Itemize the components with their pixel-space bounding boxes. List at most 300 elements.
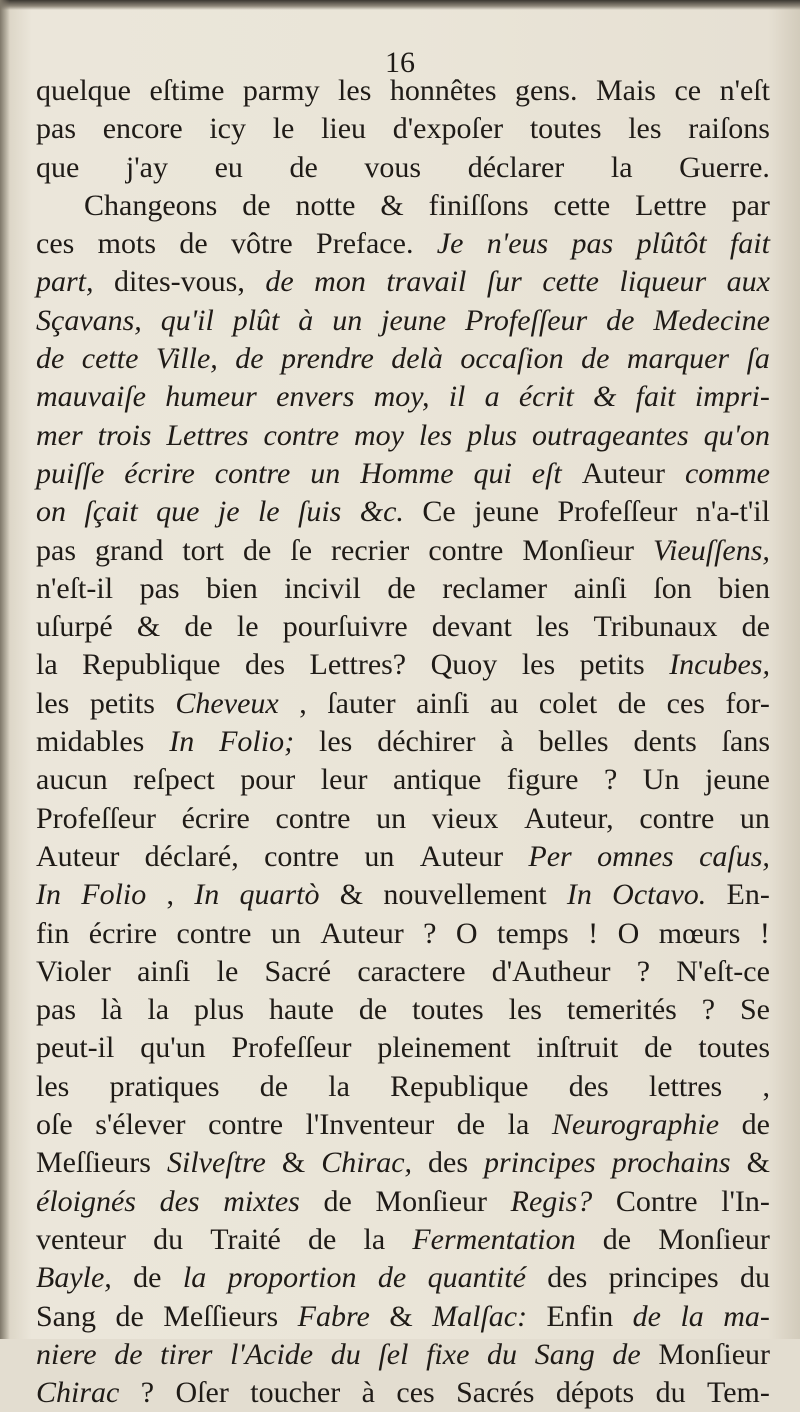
- word: lettres: [648, 1069, 723, 1103]
- word: Monſieur: [375, 1184, 488, 1218]
- word: le: [216, 954, 239, 988]
- word: du: [330, 1337, 361, 1371]
- word: le: [272, 112, 295, 146]
- text-line: [36, 953, 770, 991]
- word: Ville,: [155, 342, 218, 376]
- word: du: [655, 1376, 686, 1410]
- word: lieu: [321, 112, 367, 146]
- word: fin: [36, 916, 70, 950]
- text-line: [36, 1374, 770, 1412]
- text-line: [36, 149, 770, 187]
- word: Bayle,: [36, 1261, 112, 1295]
- word: &: [380, 188, 404, 222]
- word: Changeons: [84, 188, 218, 222]
- word: de: [632, 1299, 661, 1333]
- text-line: [36, 1183, 770, 1221]
- word: gens.: [514, 74, 578, 107]
- word: jeune: [381, 303, 447, 337]
- word: &: [281, 1146, 306, 1180]
- word: écrire: [124, 456, 195, 490]
- word: contre: [264, 839, 340, 873]
- word: &: [389, 1299, 413, 1333]
- word: Fermentation: [412, 1222, 576, 1256]
- word: a: [484, 380, 500, 414]
- word: à: [361, 1376, 375, 1410]
- word: de: [358, 993, 388, 1027]
- word: Chirac,: [321, 1146, 413, 1180]
- word: la: [328, 1069, 350, 1103]
- word: ſauter: [327, 686, 396, 720]
- word: Silveſtre: [166, 1146, 266, 1180]
- word: for-: [725, 686, 770, 720]
- word: écrire: [181, 801, 250, 835]
- word: contre: [176, 916, 252, 950]
- word: part,: [36, 265, 94, 299]
- word: de: [133, 1261, 162, 1295]
- word: marquer: [626, 342, 730, 376]
- word: Regis?: [510, 1184, 593, 1218]
- word: pratiques: [109, 1069, 220, 1103]
- word: Je: [436, 227, 464, 261]
- word: Monſieur: [658, 1337, 770, 1371]
- word: dents: [633, 725, 697, 759]
- word: toutes: [412, 993, 484, 1027]
- word: les: [521, 648, 556, 682]
- word: liqueur: [619, 265, 707, 299]
- word: ainſi: [137, 954, 191, 988]
- word: de: [617, 686, 647, 720]
- word: de: [289, 150, 318, 184]
- word: Meſſieurs: [163, 1299, 279, 1333]
- word: uſurpé: [36, 610, 113, 644]
- word: Profeſſeur: [464, 303, 588, 337]
- word: nouvellement: [383, 878, 547, 912]
- word: N'eſt-ce: [676, 954, 770, 988]
- word: d'Autheur: [491, 954, 611, 988]
- word: mauvaiſe: [36, 380, 146, 414]
- word: au: [490, 686, 519, 720]
- word: moy: [353, 418, 404, 452]
- word: Tribunaux: [593, 610, 718, 644]
- word: proportion: [227, 1261, 357, 1295]
- text-line: [36, 187, 770, 225]
- word: ?: [701, 993, 716, 1027]
- word: d'expoſer: [392, 112, 504, 146]
- word: s'élever: [95, 1108, 186, 1142]
- text-line: [36, 493, 770, 531]
- word: le: [257, 495, 280, 529]
- word: les: [338, 74, 372, 107]
- word: trois: [97, 418, 152, 452]
- word: Republique: [82, 648, 221, 682]
- text-line: [36, 417, 770, 455]
- word: recrier: [331, 533, 410, 567]
- word: tirer: [160, 1337, 213, 1371]
- word: colet: [538, 686, 598, 720]
- word: Quoy: [430, 648, 498, 682]
- word: un: [739, 801, 770, 835]
- word: figure: [506, 763, 579, 797]
- word: plus: [467, 418, 518, 452]
- text-line: [36, 1259, 770, 1297]
- word: Monſieur: [522, 533, 634, 567]
- word: le: [236, 610, 259, 644]
- word: toutes: [698, 1031, 770, 1065]
- word: petits: [89, 686, 155, 720]
- word: oſe: [36, 1108, 73, 1142]
- word: du: [153, 1222, 184, 1256]
- word: de: [308, 1222, 337, 1256]
- word: ?: [603, 763, 618, 797]
- word: un: [270, 916, 301, 950]
- word: ſe: [290, 533, 313, 567]
- word: pas: [139, 571, 180, 605]
- word: Preface.: [316, 227, 414, 261]
- word: peut-il: [36, 1031, 115, 1065]
- text-line: [36, 685, 770, 723]
- word: Per: [528, 839, 572, 873]
- word: Neurographie: [551, 1108, 720, 1142]
- word: la: [147, 993, 170, 1027]
- word: Fabre: [297, 1299, 370, 1333]
- word: de: [36, 342, 65, 376]
- word: Malſac:: [432, 1299, 528, 1333]
- text-line: [36, 838, 770, 876]
- word: des: [547, 1261, 588, 1295]
- word: j'ay: [125, 150, 168, 184]
- word: !: [588, 916, 599, 950]
- word: déclarer: [467, 150, 565, 184]
- word: par: [731, 188, 770, 222]
- word: Auteur: [36, 839, 120, 873]
- word: mon: [314, 265, 366, 299]
- word: de: [741, 610, 770, 644]
- word: ,: [762, 1069, 770, 1103]
- word: Auteur,: [524, 801, 614, 835]
- word: les: [508, 993, 542, 1027]
- word: la: [36, 648, 58, 682]
- word: de: [243, 533, 272, 567]
- word: honnêtes: [389, 74, 497, 107]
- word: les: [536, 610, 570, 644]
- word: de: [115, 1299, 144, 1333]
- word: &: [339, 878, 364, 912]
- word: reclamer: [442, 571, 548, 605]
- word: ?: [636, 954, 651, 988]
- word: ſçait: [84, 495, 138, 529]
- word: quartò: [239, 878, 320, 912]
- word: contre: [214, 456, 291, 490]
- word: pourſuivre: [282, 610, 408, 644]
- word: principes: [484, 1146, 596, 1180]
- word: fixe: [426, 1337, 470, 1371]
- word: Monſieur: [658, 1222, 770, 1256]
- word: du: [487, 1337, 518, 1371]
- word: l'Acide: [230, 1337, 314, 1371]
- word: des: [245, 648, 285, 682]
- word: Medecine: [653, 303, 770, 337]
- word: mœurs: [658, 916, 741, 950]
- word: pleinement: [377, 1031, 511, 1065]
- text-line: [36, 532, 770, 570]
- word: cette: [81, 342, 139, 376]
- word: contre: [208, 1108, 284, 1142]
- word: mots: [97, 227, 157, 261]
- word: In: [194, 878, 220, 912]
- word: Lettres?: [309, 648, 407, 682]
- word: belles: [538, 725, 609, 759]
- word: Lettre: [635, 188, 707, 222]
- page-binding-shadow: [0, 0, 10, 1339]
- word: Profeſſeur: [36, 801, 156, 835]
- word: travail: [386, 265, 467, 299]
- text-line: [36, 340, 770, 378]
- word: on: [36, 495, 66, 529]
- word: Mais: [595, 74, 656, 107]
- word: de: [323, 1184, 352, 1218]
- word: cette: [553, 188, 611, 222]
- word: In: [566, 878, 592, 912]
- word: petits: [579, 648, 645, 682]
- word: plus: [194, 993, 245, 1027]
- word: cette: [542, 265, 599, 299]
- word: pas: [36, 993, 76, 1027]
- word: n'a-t'il: [695, 495, 770, 529]
- word: bien: [206, 571, 258, 605]
- word: ce: [674, 74, 702, 107]
- word: de: [179, 227, 208, 261]
- word: impri-: [694, 380, 770, 414]
- word: temps: [497, 916, 569, 950]
- word: Profeſſeur: [557, 495, 678, 529]
- word: à: [500, 725, 514, 759]
- text-line: [36, 1221, 770, 1259]
- word: pas: [36, 112, 76, 146]
- word: midables: [36, 725, 145, 759]
- word: ſon: [653, 571, 692, 605]
- word: les: [318, 725, 353, 759]
- word: pour: [240, 763, 296, 797]
- word: notte: [295, 188, 356, 222]
- text-line: [36, 915, 770, 953]
- word: à: [298, 303, 314, 337]
- word: Se: [739, 993, 770, 1027]
- text-line: [36, 1298, 770, 1336]
- word: prochains: [611, 1146, 731, 1180]
- word: jeune: [704, 763, 770, 797]
- word: contre: [428, 533, 504, 567]
- word: antique: [392, 763, 482, 797]
- word: ,: [166, 878, 174, 912]
- word: de: [456, 1108, 486, 1142]
- word: O: [455, 916, 478, 950]
- word: caractere: [357, 954, 466, 988]
- word: les: [36, 686, 70, 720]
- word: la: [182, 1261, 207, 1295]
- word: Auteur: [320, 916, 404, 950]
- word: de: [612, 1337, 641, 1371]
- word: ces: [396, 1376, 435, 1410]
- word: Sçavans,: [36, 303, 142, 337]
- word: &: [593, 380, 617, 414]
- word: de: [377, 1261, 407, 1295]
- word: la: [363, 1222, 386, 1256]
- word: des: [159, 1184, 200, 1218]
- word: ces: [36, 227, 75, 261]
- word: leur: [320, 763, 368, 797]
- word: de: [644, 1031, 673, 1065]
- word: devant: [431, 610, 512, 644]
- word: aux: [726, 265, 770, 299]
- word: bien: [718, 571, 770, 605]
- word: déclaré,: [144, 839, 239, 873]
- word: plût: [232, 303, 280, 337]
- word: parmy: [242, 74, 320, 107]
- word: eſt: [531, 456, 562, 490]
- word: là: [100, 993, 123, 1027]
- word: finiſſons: [428, 188, 529, 222]
- word: de: [581, 342, 610, 376]
- word: de: [235, 342, 264, 376]
- word: vieux: [431, 801, 499, 835]
- word: Enfin: [546, 1299, 614, 1333]
- text-line: [36, 1068, 770, 1106]
- word: ?: [423, 916, 437, 950]
- word: n'eſt-il: [36, 571, 114, 605]
- text-line: [36, 455, 770, 493]
- word: Sang: [534, 1337, 595, 1371]
- word: Un: [642, 763, 680, 797]
- word: ma-: [723, 1299, 770, 1333]
- text-line: [36, 646, 770, 684]
- word: incivil: [284, 571, 361, 605]
- text-line: [36, 876, 770, 914]
- word: un: [376, 801, 407, 835]
- word: la: [610, 150, 633, 184]
- word: que: [36, 150, 80, 184]
- word: Violer: [36, 954, 111, 988]
- word: Octavo.: [612, 878, 707, 912]
- page-top-edge: [0, 0, 800, 10]
- word: la: [507, 1108, 530, 1142]
- word: de: [265, 265, 294, 299]
- page-number: 16: [385, 46, 415, 79]
- word: comme: [684, 456, 770, 490]
- word: &: [746, 1146, 770, 1180]
- word: Folio: [81, 878, 147, 912]
- word: des: [568, 1069, 609, 1103]
- word: grand: [95, 533, 164, 567]
- word: Cheveux: [175, 686, 279, 720]
- word: je: [217, 495, 240, 529]
- word: jeune: [474, 495, 540, 529]
- word: venteur: [36, 1222, 126, 1256]
- text-line: [36, 225, 770, 263]
- word: occaſion: [460, 342, 564, 376]
- word: un: [364, 839, 395, 873]
- text-line: [36, 378, 770, 416]
- word: de: [602, 1222, 632, 1256]
- word: ſur: [486, 265, 522, 299]
- word: de: [741, 1108, 770, 1142]
- word: des: [428, 1146, 469, 1180]
- text-line: [36, 110, 770, 148]
- word: aucun: [36, 763, 108, 797]
- text-line: [36, 1144, 770, 1182]
- word: Auteur: [419, 839, 504, 873]
- word: les: [418, 418, 453, 452]
- word: prendre: [281, 342, 374, 376]
- word: que: [156, 495, 200, 529]
- word: qui: [473, 456, 512, 490]
- word: de: [114, 1337, 143, 1371]
- word: qu'un: [140, 1031, 206, 1065]
- word: inſtruit: [536, 1031, 619, 1065]
- text-line: [36, 302, 770, 340]
- word: puiſſe: [36, 456, 105, 490]
- word: Oſer: [175, 1376, 229, 1410]
- word: Tem-: [707, 1376, 770, 1410]
- word: outrageantes: [532, 418, 689, 452]
- word: niere: [36, 1337, 97, 1371]
- word: Meſſieurs: [36, 1146, 151, 1180]
- word: ſans: [721, 725, 770, 759]
- word: de: [242, 188, 271, 222]
- word: la: [680, 1299, 704, 1333]
- word: ſa: [746, 342, 770, 376]
- text-line: [36, 1029, 770, 1067]
- word: Profeſſeur: [231, 1031, 352, 1065]
- word: omnes: [597, 839, 674, 873]
- word: ?: [140, 1376, 155, 1410]
- word: du: [740, 1261, 770, 1295]
- word: de: [606, 303, 635, 337]
- body-text: [36, 72, 770, 1412]
- text-line: [36, 761, 770, 799]
- word: Lettres: [166, 418, 249, 452]
- word: !: [759, 916, 770, 950]
- word: Sang: [36, 1299, 96, 1333]
- word: Republique: [390, 1069, 529, 1103]
- word: Ce: [422, 495, 456, 529]
- word: contre: [275, 801, 351, 835]
- word: éloignés: [36, 1184, 136, 1218]
- word: Folio;: [219, 725, 295, 759]
- word: delà: [391, 342, 443, 376]
- word: vôtre: [231, 227, 293, 261]
- word: déchirer: [377, 725, 476, 759]
- word: reſpect: [133, 763, 215, 797]
- word: encore: [102, 112, 183, 146]
- word: n'eus: [486, 227, 549, 261]
- word: Incubes,: [669, 648, 770, 682]
- text-line: [36, 800, 770, 838]
- word: qu'il: [160, 303, 214, 337]
- word: un: [310, 456, 341, 490]
- word: toutes: [529, 112, 602, 146]
- word: Chirac: [36, 1376, 120, 1410]
- word: Homme: [360, 456, 454, 490]
- word: il: [448, 380, 466, 414]
- text-line: [36, 570, 770, 608]
- word: qu'on: [703, 418, 770, 452]
- word: mixtes: [223, 1184, 300, 1218]
- word: écrire: [88, 916, 158, 950]
- word: écrit: [518, 380, 574, 414]
- word: ainſi: [416, 686, 470, 720]
- word: principes: [608, 1261, 719, 1295]
- word: de: [184, 610, 213, 644]
